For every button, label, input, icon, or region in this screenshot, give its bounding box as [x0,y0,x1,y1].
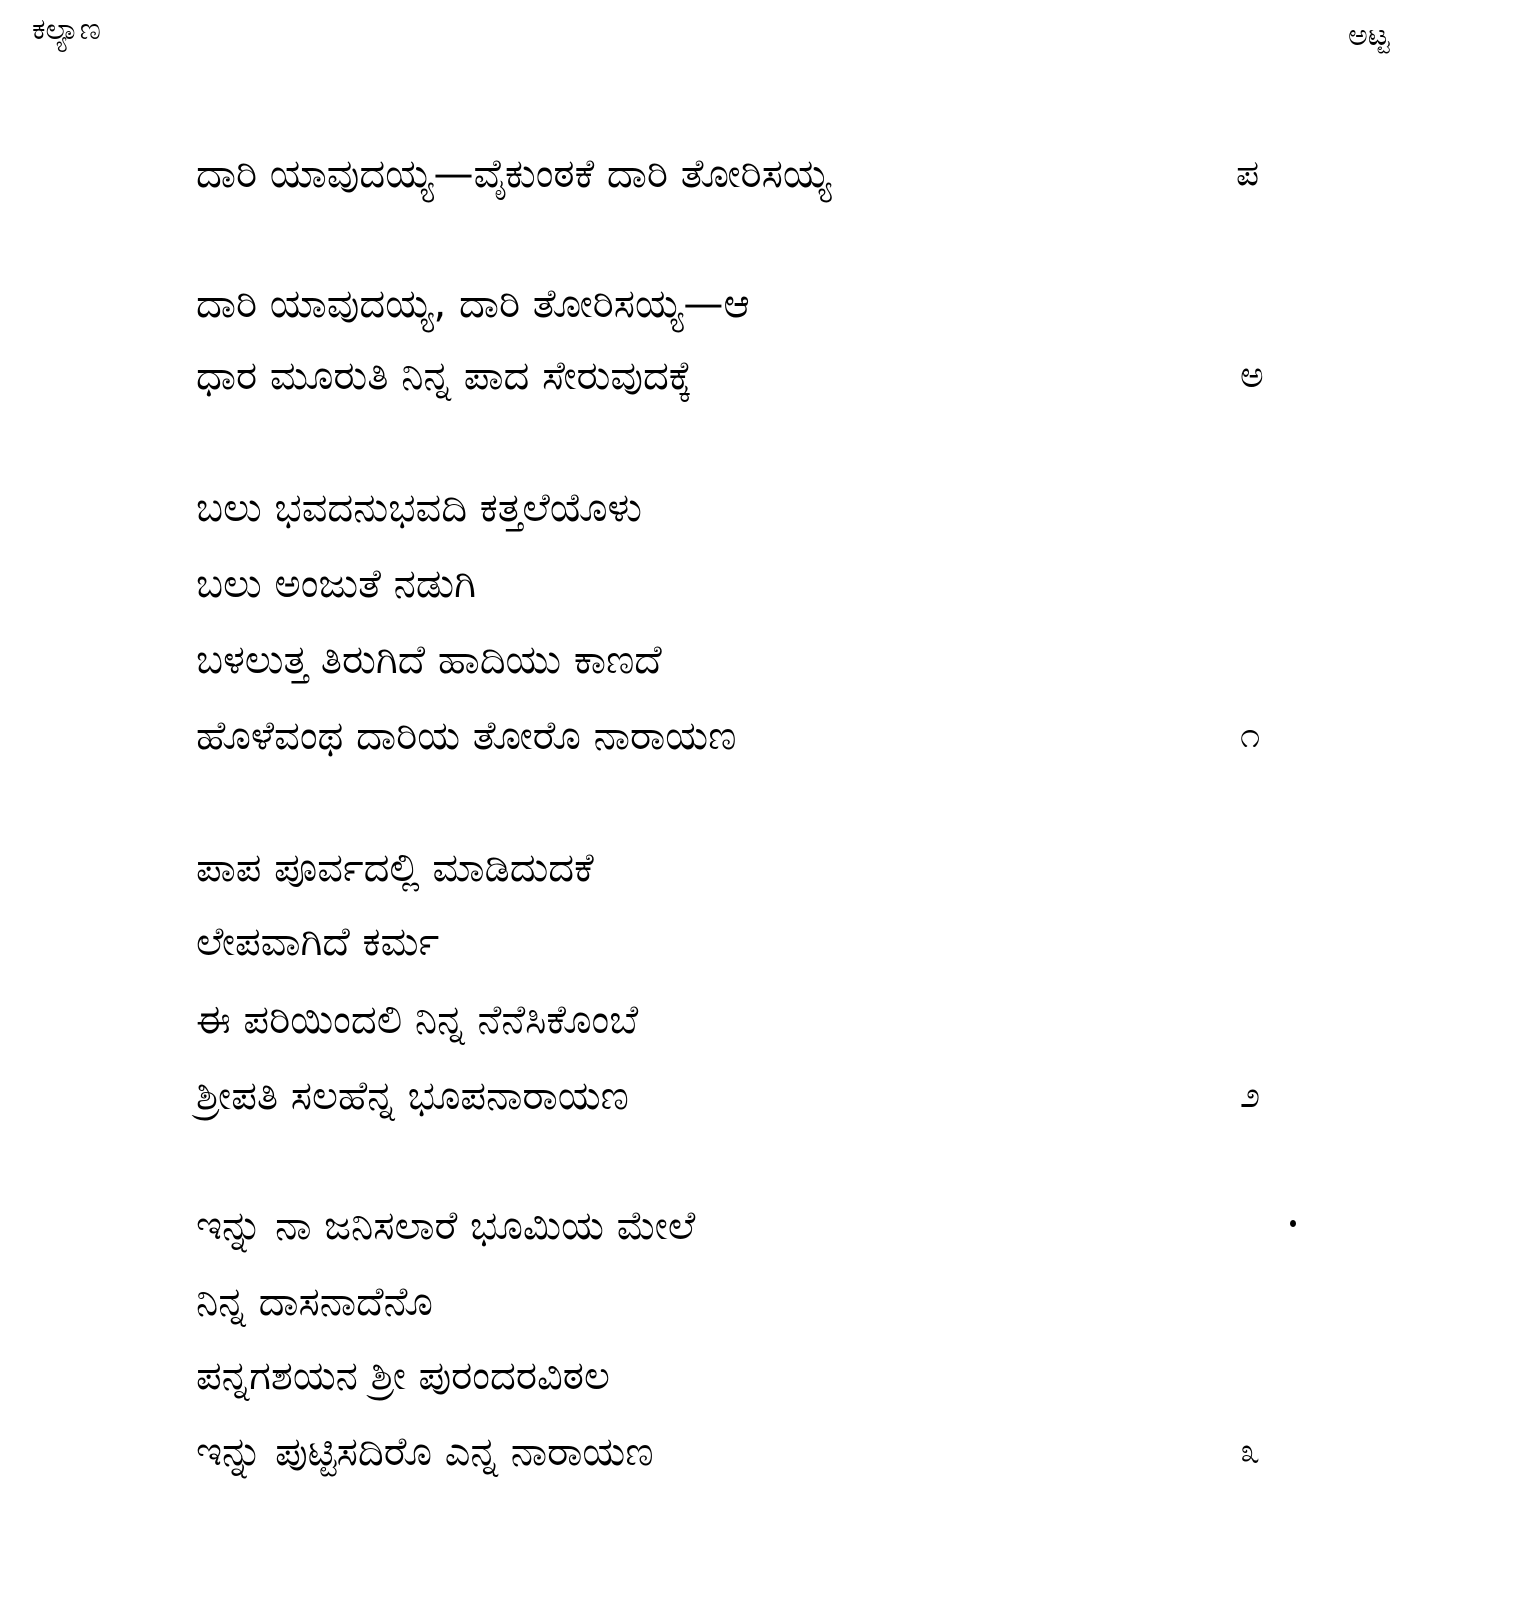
charana-1-line-1: ಬಲು ಭವದನುಭವದಿ ಕತ್ತಲೆಯೊಳು [196,485,642,531]
charana-1-line-2: ಬಲು ಅಂಜುತೆ ನಡುಗಿ [196,561,476,607]
charana-1-line-3: ಬಳಲುತ್ತ ತಿರುಗಿದೆ ಹಾದಿಯು ಕಾಣದೆ [196,637,662,683]
charana-3-line-4: ಇನ್ನು ಪುಟ್ಟಿಸದಿರೊ ಎನ್ನ ನಾರಾಯಣ [196,1429,654,1475]
charana-2-line-3: ಈ ಪರಿಯಿಂದಲಿ ನಿನ್ನ ನೆನೆಸಿಕೊಂಬೆ [196,997,639,1043]
tala-header: ಅಟ್ಟ [1348,18,1390,53]
anupallavi-marker: ಅ [1240,355,1264,396]
pallavi-marker: ಪ [1236,153,1260,194]
ink-speck [1290,1220,1296,1227]
raga-header: ಕಲ್ಯಾಣ [32,12,101,47]
anupallavi-line-2: ಧಾರ ಮೂರುತಿ ನಿನ್ನ ಪಾದ ಸೇರುವುದಕ್ಕೆ [196,353,693,399]
charana-1-number: ೧ [1240,715,1261,756]
charana-3-line-2: ನಿನ್ನ ದಾಸನಾದೆನೊ [196,1279,433,1325]
anupallavi-line-1: ದಾರಿ ಯಾವುದಯ್ಯ, ದಾರಿ ತೋರಿಸಯ್ಯ—ಆ [196,281,750,327]
charana-2-line-2: ಲೇಪವಾಗಿದೆ ಕರ್ಮ [196,919,440,965]
charana-3-line-3: ಪನ್ನಗಶಯನ ಶ್ರೀ ಪುರಂದರವಿಠಲ [196,1353,610,1399]
charana-1-line-4: ಹೊಳೆವಂಥ ದಾರಿಯ ತೋರೊ ನಾರಾಯಣ [196,713,737,759]
pallavi-line: ದಾರಿ ಯಾವುದಯ್ಯ—ವೈಕುಂಠಕೆ ದಾರಿ ತೋರಿಸಯ್ಯ [196,151,832,197]
charana-2-line-1: ಪಾಪ ಪೂರ್ವದಲ್ಲಿ ಮಾಡಿದುದಕೆ [196,845,594,891]
charana-3-number: ೩ [1240,1431,1261,1472]
charana-3-line-1: ಇನ್ನು ನಾ ಜನಿಸಲಾರೆ ಭೂಮಿಯ ಮೇಲೆ [196,1203,696,1249]
charana-2-number: ೨ [1240,1075,1261,1116]
charana-2-line-4: ಶ್ರೀಪತಿ ಸಲಹೆನ್ನ ಭೂಪನಾರಾಯಣ [196,1073,629,1119]
